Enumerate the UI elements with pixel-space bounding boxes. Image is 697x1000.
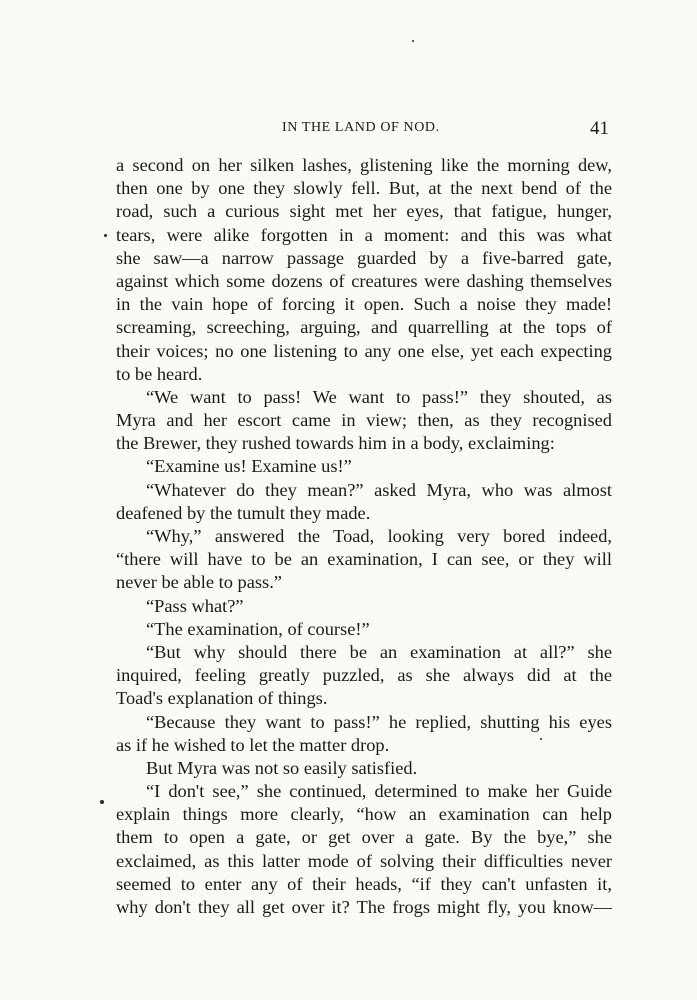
running-title: IN THE LAND OF NOD. <box>282 120 440 135</box>
running-head <box>0 118 697 142</box>
scan-speck <box>104 234 107 237</box>
text-line: “Pass what?” <box>146 595 244 616</box>
text-line: their voices; no one listening to any one else, yet each expecting <box>116 340 612 361</box>
text-line: deafened by the tumult they made. <box>116 502 371 523</box>
text-line: why don't they all get over it? The frogs might fly, you know— <box>116 897 612 917</box>
scan-speck <box>540 738 542 740</box>
text-line: tears, were alike forgotten in a moment: and this was what <box>116 224 612 245</box>
text-line: explain things more clearly, “how an examination can help <box>116 804 612 825</box>
text-line: them to open a gate, or get over a gate. By the bye,” she <box>116 827 612 848</box>
text-line: the Brewer, they rushed towards him in a body, exclaiming: <box>116 433 555 454</box>
text-line: Toad's explanation of things. <box>116 688 328 709</box>
text-line: exclaimed, as this latter mode of solving their difficulties never <box>116 850 612 871</box>
scan-speck <box>412 40 414 42</box>
text-line: a second on her silken lashes, glistening like the morning dew, <box>116 155 612 175</box>
text-line: seemed to enter any of their heads, “if they can't unfasten it, <box>116 873 612 894</box>
text-line: “I don't see,” she continued, determined to make her Guide <box>146 781 612 802</box>
text-line: she saw—a narrow passage guarded by a five-barred gate, <box>116 247 612 268</box>
text-line: “Because they want to pass!” he replied, shutting his eyes <box>146 711 612 732</box>
text-line: But Myra was not so easily satisfied. <box>146 757 418 778</box>
text-line: “We want to pass! We want to pass!” they shouted, as <box>146 386 612 407</box>
text-line: inquired, feeling greatly puzzled, as she always did at the <box>116 665 612 686</box>
text-line: “But why should there be an examination at all?” she <box>146 641 612 662</box>
text-line: as if he wished to let the matter drop. <box>116 734 390 755</box>
text-line: screaming, screeching, arguing, and quarrelling at the tops of <box>116 317 612 338</box>
scan-speck <box>100 800 104 804</box>
text-line: “The examination, of course!” <box>146 618 370 639</box>
text-line: in the vain hope of forcing it open. Such a noise they made! <box>116 294 612 315</box>
text-line: to be heard. <box>116 363 203 384</box>
text-line: Myra and her escort came in view; then, as they recognised <box>116 410 612 431</box>
body-text <box>116 154 612 919</box>
text-line: then one by one they slowly fell. But, at the next bend of the <box>116 178 612 199</box>
text-line: “Why,” answered the Toad, looking very bored indeed, <box>146 526 612 546</box>
text-line: never be able to pass.” <box>116 572 282 593</box>
text-line: “Whatever do they mean?” asked Myra, who was almost <box>146 479 612 500</box>
text-line: “there will have to be an examination, I can see, or they will <box>116 549 612 570</box>
text-line: “Examine us! Examine us!” <box>146 456 352 477</box>
text-line: against which some dozens of creatures were dashing themselves <box>116 270 612 291</box>
text-line: road, such a curious sight met her eyes, that fatigue, hunger, <box>116 201 612 222</box>
page-number: 41 <box>590 118 609 139</box>
